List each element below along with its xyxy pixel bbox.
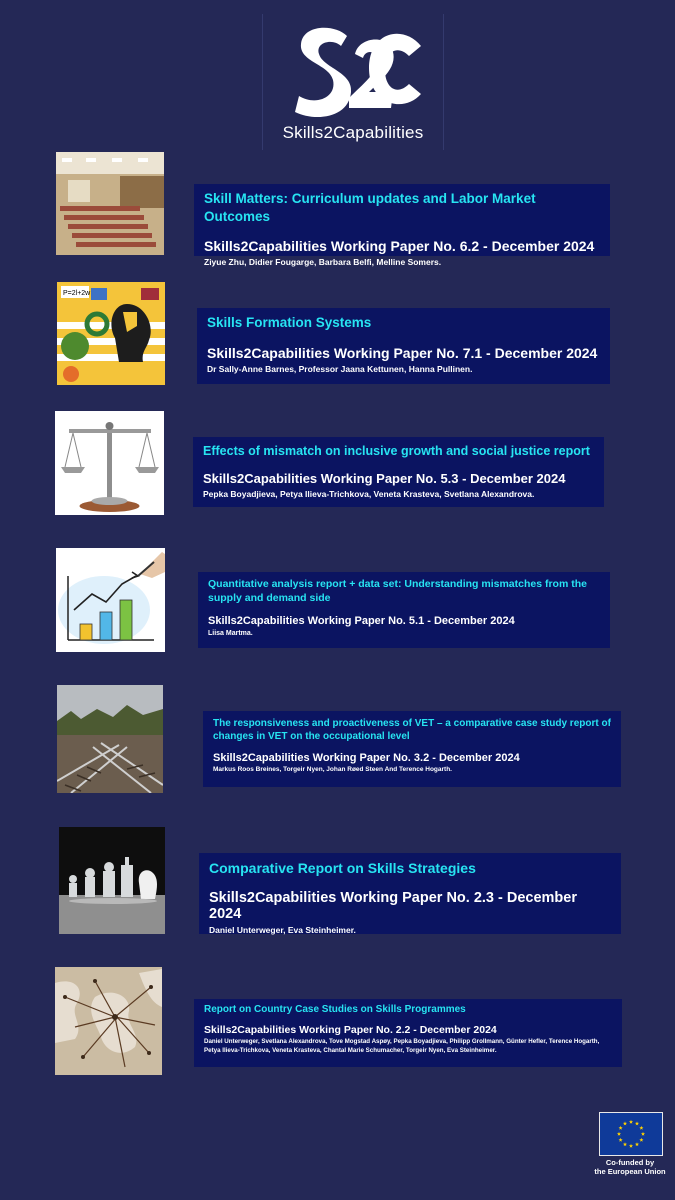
eu-star-icon <box>639 1138 643 1142</box>
paper-title[interactable]: Comparative Report on Skills Strategies <box>209 860 476 876</box>
paper-card[interactable] <box>193 437 604 507</box>
paper-authors: Markus Roos Breines, Torgeir Nyen, Johan Røed Steen And Terence Hogarth. <box>213 766 452 773</box>
eu-star-icon <box>623 1142 627 1146</box>
paper-title[interactable]: Effects of mismatch on inclusive growth and social justice report <box>203 444 590 458</box>
paper-number: Skills2Capabilities Working Paper No. 2.2 - December 2024 <box>204 1024 497 1036</box>
paper-number: Skills2Capabilities Working Paper No. 7.1 - December 2024 <box>207 344 598 361</box>
paper-card[interactable] <box>194 184 610 268</box>
brand-name: Skills2Capabilities <box>282 123 424 142</box>
paper-title[interactable]: The responsiveness and proactiveness of VET – a comparative case study report of changes in VET on the occupational level <box>213 718 611 742</box>
eu-star-icon <box>619 1126 623 1130</box>
paper-card[interactable] <box>198 572 610 648</box>
paper-number: Skills2Capabilities Working Paper No. 5.3 - December 2024 <box>203 471 566 487</box>
paper-number: Skills2Capabilities Working Paper No. 3.2 - December 2024 <box>213 752 520 764</box>
eu-star-icon <box>635 1121 639 1125</box>
paper-card[interactable] <box>199 853 621 934</box>
paper-title[interactable]: Skills Formation Systems <box>207 315 372 330</box>
logo <box>262 14 444 150</box>
paper-authors: Ziyue Zhu, Didier Fougarge, Barbara Belfi, Melline Somers. <box>204 257 442 268</box>
paper-authors: Pepka Boyadjieva, Petya Ilieva-Trichkova, Veneta Krasteva, Svetlana Alexandrova. <box>203 489 535 500</box>
paper-card[interactable] <box>194 999 622 1067</box>
paper-title[interactable]: Report on Country Case Studies on Skills Programmes <box>204 1004 466 1015</box>
eu-star-icon <box>617 1132 621 1136</box>
paper-number: Skills2Capabilities Working Paper No. 6.2 - December 2024 <box>204 238 595 255</box>
eu-cofunded-label <box>586 1158 674 1177</box>
skills-collage-image[interactable] <box>57 282 165 385</box>
eu-flag-icon <box>599 1112 663 1156</box>
paper-authors: Daniel Unterweger, Svetlana Alexandrova, Tove Mogstad Aspøy, Pepka Boyadjieva, Philipp Grollmann, Günter Hefler, Terence Hogarth, Petya Ilieva-Trichkova, Veneta Krasteva, Chantal Marie Schumacher, Torgeir Nyen, Eva Steinheimer. <box>204 1038 600 1054</box>
eu-label-line1: Co-funded by <box>605 1158 655 1167</box>
bar-chart-drawing-image[interactable] <box>56 548 165 652</box>
eu-star-icon <box>623 1121 627 1125</box>
lecture-hall-image[interactable] <box>56 152 164 255</box>
paper-title[interactable]: Quantitative analysis report + data set: Understanding mismatches from the supply and demand side <box>208 578 587 604</box>
eu-label-line2: the European Union <box>594 1167 666 1177</box>
paper-number: Skills2Capabilities Working Paper No. 5.1 - December 2024 <box>208 615 515 628</box>
paper-title[interactable]: Skill Matters: Curriculum updates and Labor Market Outcomes <box>204 191 536 224</box>
chess-pieces-image[interactable] <box>59 827 165 934</box>
paper-card[interactable] <box>197 308 610 384</box>
paper-card[interactable] <box>203 711 621 787</box>
paper-number: Skills2Capabilities Working Paper No. 2.3 - December 2024 <box>209 890 578 923</box>
svg-text:P=2l+2w: P=2l+2w <box>63 290 91 297</box>
eu-star-icon <box>635 1142 639 1146</box>
scales-of-justice-image[interactable] <box>55 411 164 515</box>
railway-tracks-image[interactable] <box>57 685 163 793</box>
paper-authors: Liisa Martma. <box>208 630 253 638</box>
paper-authors: Dr Sally-Anne Barnes, Professor Jaana Kettunen, Hanna Pullinen. <box>207 363 473 374</box>
eu-star-icon <box>629 1120 633 1124</box>
paper-authors: Daniel Unterweger, Eva Steinheimer. <box>209 925 356 936</box>
eu-star-icon <box>629 1144 633 1148</box>
eu-star-icon <box>619 1138 623 1142</box>
s2c-logo-mark <box>285 22 425 122</box>
eu-star-icon <box>641 1132 645 1136</box>
eu-star-icon <box>639 1126 643 1130</box>
world-map-pins-image[interactable] <box>55 967 162 1075</box>
